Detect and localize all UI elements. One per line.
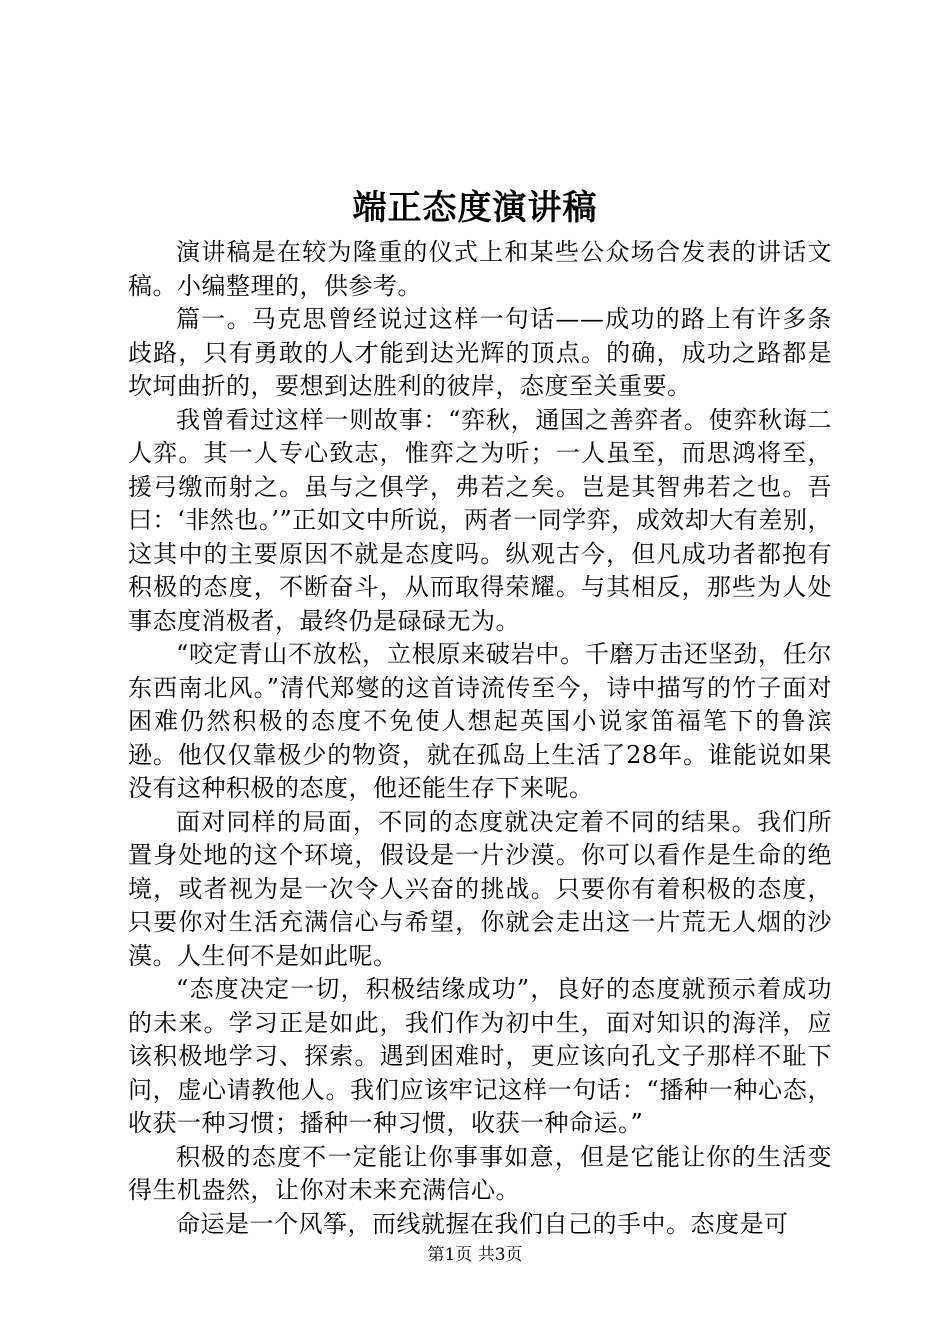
paragraph-poem: “咬定青山不放松，立根原来破岩中。千磨万击还坚劲，任尔东西南北风。”清代郑燮的这首诗流传至今，诗中描写的竹子面对困难仍然积极的态度不免使人想起英国小说家笛福笔下的鲁滨逊。他仅仅靠极少的物资，就在孤岛上生活了28年。谁能说如果没有这种积极的态度，他还能生存下来呢。 <box>128 640 832 802</box>
paragraph-intro: 演讲稿是在较为隆重的仪式上和某些公众场合发表的讲话文稿。小编整理的，供参考。 <box>128 238 832 300</box>
paragraph-kite: 命运是一个风筝，而线就握在我们自己的手中。态度是可 <box>176 1209 789 1238</box>
paragraph-story: 我曾看过这样一则故事：“弈秋，通国之善弈者。使弈秋诲二人弈。其一人专心致志，惟弈之为听；一人虽至，而思鸿将至，援弓缴而射之。虽与之俱学，弗若之矣。岂是其智弗若之也。吾曰：‘非然也。’”正如文中所说，两者一同学弈，成效却大有差别，这其中的主要原因不就是态度吗。纵观古今，但凡成功者都抱有积极的态度，不断奋斗，从而取得荣耀。与其相反，那些为人处事态度消极者，最终仍是碌碌无为。 <box>128 405 832 635</box>
paragraph-positive: 积极的态度不一定能让你事事如意，但是它能让你的生活变得生机盎然，让你对未来充满信心。 <box>128 1142 832 1204</box>
paragraph-attitude: “态度决定一切，积极结缘成功”，良好的态度就预示着成功的未来。学习正是如此，我们作为初中生，面对知识的海洋，应该积极地学习、探索。遇到困难时，更应该向孔文子那样不耻下问，虚心请教他人。我们应该牢记这样一句话：“播种一种心态，收获一种习惯；播种一种习惯，收获一种命运。” <box>128 975 832 1137</box>
document-body <box>128 236 832 1241</box>
paragraph-desert: 面对同样的局面，不同的态度就决定着不同的结果。我们所置身处地的这个环境，假设是一片沙漠。你可以看作是生命的绝境，或者视为是一次令人兴奋的挑战。只要你有着积极的态度，只要你对生活充满信心与希望，你就会走出这一片荒无人烟的沙漠。人生何不是如此呢。 <box>128 807 832 970</box>
page-footer: 第1页 共3页 <box>427 1245 523 1265</box>
document-title: 端正态度演讲稿 <box>352 188 598 228</box>
paragraph-part-one: 篇一。马克思曾经说过这样一句话——成功的路上有许多条歧路，只有勇敢的人才能到达光辉的顶点。的确，成功之路都是坎坷曲折的，要想到达胜利的彼岸，态度至关重要。 <box>128 305 832 400</box>
